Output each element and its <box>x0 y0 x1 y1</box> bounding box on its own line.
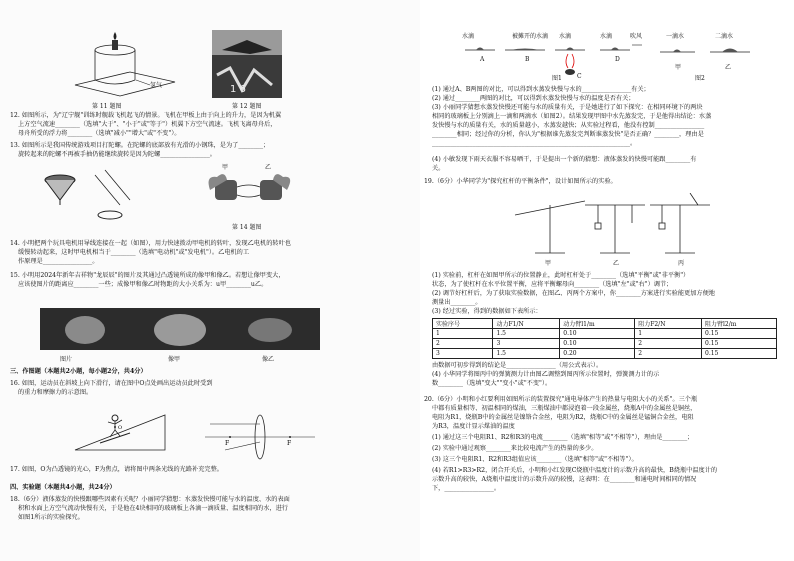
table-row <box>433 349 777 359</box>
section-4-title: 四、实验题（本题共4小题，共24分） <box>10 484 116 491</box>
q18-sub-3d: ________相同；经过你的分析，你认为"根据谁先蒸发完判断谁蒸发快"是否正确？________，理由是 <box>432 131 704 138</box>
q20-sub-4a: (4) 若R1>R3>R2，闭合开关后，小明和小红发现C烧瓶中温度计的示数升高的最快，B烧瓶中温度计的 <box>432 467 718 474</box>
q13-line-1: 13. 如图所示是我国传统游戏项目打陀螺。在陀螺的底部放有光滑的小钢珠，是为了________； <box>10 142 270 149</box>
fig1-caption: 图1 <box>552 75 562 82</box>
table-cell: 1 <box>635 329 702 339</box>
fig1-label-c: C <box>577 73 582 80</box>
right-page <box>420 0 794 561</box>
q13-line-2: 旋转起来的陀螺不再被手抽仍能继续旋转是因为陀螺________________。 <box>18 151 216 158</box>
table-header: 动力臂l1/m <box>560 319 635 329</box>
q18-sub-2: (2) 通过________两图的对比，可以得到水蒸发快慢与水的温度是否有关； <box>432 95 635 102</box>
fig11-caption: 第 11 题图 <box>92 103 122 110</box>
q18-sub-3a: (3) 小丽同学猜想水蒸发快慢还可能与水的质量有关，于是她进行了如下探究：在相同环境下的两块 <box>432 104 703 111</box>
q19-sub-1a: (1) 实验前，杠杆在如图甲所示的位置静止，此时杠杆处于________（选填"平衡"或"非平衡"） <box>432 272 690 279</box>
fig2-caption: 图2 <box>695 75 705 82</box>
q19-fig-jia: 甲 <box>545 260 552 267</box>
q20-line-4: 为R3，温度计显示煤油的温度 <box>432 423 515 430</box>
q16-fig-o: O <box>118 425 123 431</box>
q15-caption-picture: 图片 <box>60 356 73 363</box>
q18-line-3: 如图1所示的实验探究。 <box>18 514 84 521</box>
q20-sub-3: (3) 这三个电阻R1、R2和R3组值应该________（选填"相等"或"不相等"）。 <box>432 456 638 463</box>
q14-line-3: 作原理是________________。 <box>18 258 99 265</box>
q14-label-jia: 甲 <box>222 164 229 171</box>
q17-fig-f-left: F <box>225 440 230 447</box>
q12-line-2: 上方空气流速________（选填"大于"、"小于"或"等于"）机翼下方空气流速。飞机飞离母舟后， <box>18 121 277 128</box>
table-row <box>433 339 777 349</box>
q15-line-2: 应该使图片的距离应________一些；成像甲和像乙时物距的大小关系为：u甲________u乙。 <box>18 281 268 288</box>
fig1-label-b: B <box>525 56 530 63</box>
table-cell: 3 <box>433 349 493 359</box>
q18-line-1: 18.（6分）液体蒸发的快慢跟哪些因素有关呢？小丽同学猜想：水蒸发快慢可能与水的温度、水的表面 <box>10 496 290 503</box>
q20-line-2: 中都有质量相等、初温相同的煤油，三瓶煤油中都浸泡着一段金属丝，烧瓶A中的金属丝是铜丝， <box>432 405 697 412</box>
q19-title: 19.（6分）小华同学为"探究杠杆的平衡条件"，设计如图所示的实验。 <box>424 178 617 185</box>
fig11-gas-label: 氢气 <box>150 82 163 89</box>
fig1-label-d: D <box>615 56 620 63</box>
table-cell: 1 <box>433 329 493 339</box>
fig1-d-right: 吹风 <box>630 33 643 40</box>
figure-14-motors <box>205 165 295 215</box>
table-header: 动力F1/N <box>493 319 560 329</box>
table-cell: 2 <box>433 339 493 349</box>
table-header-row <box>433 319 777 329</box>
table-cell: 0.20 <box>560 349 635 359</box>
fig1-d-top: 水滴 <box>600 33 613 40</box>
figure-12-photo <box>212 30 282 98</box>
q19-fig-yi: 乙 <box>613 260 620 267</box>
q12-line-1: 12. 如图所示，为"辽宁舰"训练时舰载飞机起飞的情景。飞机在甲板上由于向上的升力，是因为机翼 <box>10 112 282 119</box>
q17-text: 17. 如图，O为凸透镜的光心，F为焦点，请将图中两条光线的光路补充完整。 <box>10 466 223 473</box>
q18-sub-3b: 相同的玻璃板上分别滴上一滴和两滴水（如图2）。结果发现甲图中水先蒸发完，于是他得出结论：水蒸 <box>432 113 712 120</box>
data-table <box>432 318 777 359</box>
table-row <box>433 329 777 339</box>
table-cell: 0.10 <box>560 329 635 339</box>
fig1-c-top: 水滴 <box>559 33 572 40</box>
fig14-caption: 第 14 题图 <box>232 224 262 231</box>
q17-fig-f-right: F <box>287 440 292 447</box>
q19-sub-3: (3) 经过实验，得到的数据如下表所示： <box>432 308 542 315</box>
table-cell: 3 <box>493 339 560 349</box>
table-cell: 0.10 <box>560 339 635 349</box>
q20-sub-4b: 示数升高的较快，A烧瓶中温度计的示数升高的较慢，这表明：在________和通电时间相同的情况 <box>432 476 697 483</box>
fig2-yi: 乙 <box>725 64 732 71</box>
fig1-a-top: 水滴 <box>462 33 475 40</box>
table-cell: 2 <box>635 349 702 359</box>
q14-line-2: 缓慢转动起来，这时甲电机相当于________（选填"电动机"或"发电机"）。乙电机的工 <box>18 249 250 256</box>
q20-sub-4c: 下，________________。 <box>432 485 501 492</box>
table-cell: 0.15 <box>702 339 777 349</box>
section-3-title: 三、作图题（本题共2小题，每小题2分，共4分） <box>10 368 147 375</box>
figure-16-slope <box>70 400 170 455</box>
q20-sub-2: (2) 实验中通过观察________来比较电流产生的热量的多少。 <box>432 445 598 452</box>
q18-sub-4a: (4) 小敏发现下雨天衣服不容易晒干，于是提出一个新的猜想：液体蒸发的快慢可能跟________有 <box>432 156 697 163</box>
q15-caption-image-yi: 像乙 <box>262 356 275 363</box>
q15-line-1: 15. 小明用2024年新年吉祥物"龙辰辰"的图片及其通过凸透镜所成的像甲和像乙。若想让像甲变大， <box>10 272 285 279</box>
q20-line-1: 20.（6分）小明和小红要利用如图所示的装置探究"通电导体产生的热量与电阻大小的关系"。三个瓶 <box>424 396 698 403</box>
q16-line-2: 的重力和摩擦力的示意图。 <box>18 389 93 396</box>
q20-sub-1: (1) 通过这三个电阻R1、R2和R3的电流________（选填"相等"或"不相等"），理由是________； <box>432 434 694 441</box>
q18-sub-1: (1) 通过A、B两图的对比，可以得到水蒸发快慢与水的________________有关； <box>432 86 650 93</box>
q19-sub-2a: (2) 调节好杠杆后，为了获取实验数据，在图乙、丙两个方案中，你________方案进行实验能更加方便地 <box>432 290 715 297</box>
fig1-b-top: 被摊开的水滴 <box>512 33 549 40</box>
q16-line-1: 16. 如图，运动员在斜坡上向下滑行，请在图中O点处画出运动员此时受到 <box>10 380 213 387</box>
q18-sub-3e: ________________________________________________________________。 <box>432 140 637 147</box>
figure-17-lens <box>205 412 315 462</box>
fig2-jia: 甲 <box>675 64 682 71</box>
q14-label-yi: 乙 <box>265 164 272 171</box>
figure-15-dragon-images <box>40 308 320 350</box>
svg-text:1 6: 1 6 <box>230 84 246 95</box>
q19-fig-bing: 丙 <box>678 260 685 267</box>
table-cell: 1.5 <box>493 329 560 339</box>
table-header: 实验序号 <box>433 319 493 329</box>
fig2-jia-top: 一滴水 <box>666 33 685 40</box>
q18-sub-4b: 关。 <box>432 165 445 172</box>
q19-sub-2b: 测量出________。 <box>432 299 482 306</box>
q19-conclusion: 由数据可初步得到的结论是________________（用公式表示）。 <box>432 362 603 369</box>
q12-line-3: 母舟所受的浮力将________（选填"减小""增大"或"不变"）。 <box>18 130 181 137</box>
q18-line-2: 积和水面上方空气流动快慢有关，于是他在4块相同的玻璃板上各滴一滴质量、温度相同的水，进行 <box>18 505 288 512</box>
q15-caption-image-jia: 像甲 <box>168 356 181 363</box>
fig1-label-a: A <box>480 56 485 63</box>
figure-19-levers <box>510 193 710 263</box>
fig2-yi-top: 二滴水 <box>715 33 734 40</box>
figure-2-drops <box>660 40 750 60</box>
q19-sub-4a: (4) 小华同学将图丙中的弹簧测力计由图乙调整到图丙所示位置时，弹簧测力计的示 <box>432 371 660 378</box>
table-cell: 0.15 <box>702 329 777 339</box>
table-header: 阻力臂l2/m <box>702 319 777 329</box>
fig12-caption: 第 12 题图 <box>232 103 262 110</box>
table-cell: 2 <box>635 339 702 349</box>
figure-11 <box>70 30 180 100</box>
table-cell: 1.5 <box>493 349 560 359</box>
q18-sub-3c: 发快慢与水的质量有关，水的质量越小，水蒸发越快；从实验过程看，他没有控制________________ <box>432 122 705 129</box>
q14-line-1: 14. 小明把两个玩具电机用导线连接在一起（如图），用力快速拨动甲电机的转叶，发现乙电机的转叶也 <box>10 240 291 247</box>
q19-sub-4b: 数________（选填"变大""变小"或"不变"）。 <box>432 380 552 387</box>
q20-line-3: 电阻为R1，烧瓶B中的金属丝是镍铬合金丝，电阻为R2，烧瓶C中的金属丝是锰铜合金丝，电阻 <box>432 414 694 421</box>
table-header: 阻力F2/N <box>635 319 702 329</box>
table-cell: 0.15 <box>702 349 777 359</box>
q19-sub-1b: 状态，为了使杠杆在水平位置平衡，应将平衡螺母向________（选填"左"或"右"）调节； <box>432 281 673 288</box>
figure-13-spinning-top <box>35 165 145 225</box>
